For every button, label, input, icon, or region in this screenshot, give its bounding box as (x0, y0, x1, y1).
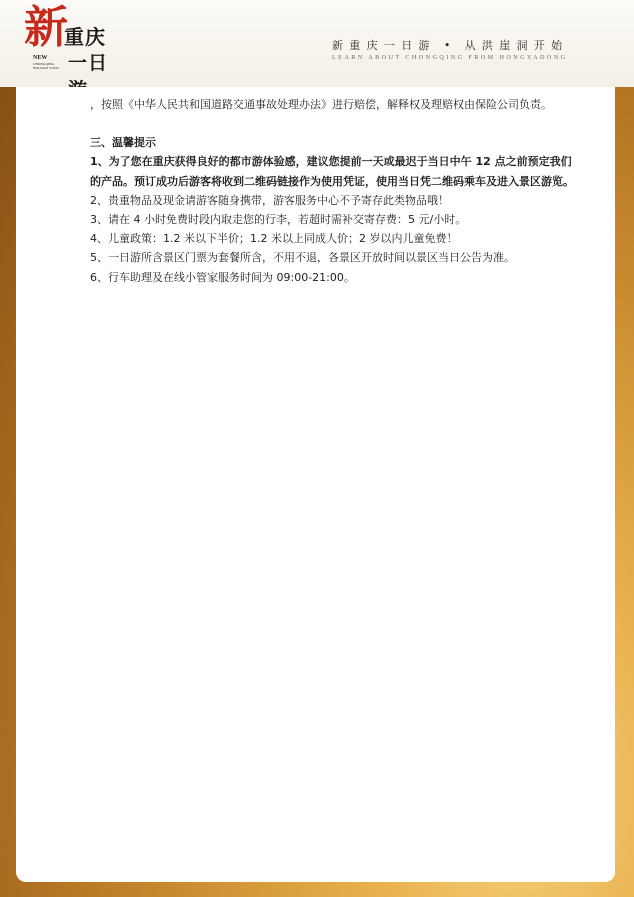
tip-1-line-2: 的产品。预订成功后游客将收到二维码链接作为使用凭证，使用当日凭二维码乘车及进入景区游览。 (90, 174, 574, 188)
logo-char-yiriyou: 一日 (68, 52, 109, 74)
tip-item: 2、贵重物品及现金请游客随身携带，游客服务中心不予寄存此类物品哦！ (90, 193, 449, 207)
header-slogan-english: LEARN ABOUT CHONGQING FROM HONGYADONG (332, 54, 568, 61)
logo-char-xin: 新 (24, 2, 68, 53)
header-slogan (332, 37, 568, 53)
paragraph-gap (90, 114, 600, 133)
slogan-dot: • (443, 39, 457, 52)
content-sheet (16, 87, 615, 882)
slogan-left: 新重庆一日游 (332, 39, 436, 52)
tip-item: 4、儿童政策：1.2 米以下半价；1.2 米以上同成人价；2 岁以内儿童免费！ (90, 232, 458, 246)
tip-item: 5、一日游所含景区门票为套餐所含，不用不退，各景区开放时间以景区当日公告为准。 (90, 251, 515, 265)
tip-1-line-1: 1、为了您在重庆获得良好的都市游体验感，建议您提前一天或最迟于当日中午 12 点之前预定我们 (90, 155, 572, 169)
logo-char-chongqing: 重庆 (64, 25, 106, 49)
section-title: 三、温馨提示 (90, 136, 156, 150)
logo-new-text: NEW (33, 55, 48, 61)
page-header (0, 0, 634, 87)
brand-logo (24, 2, 124, 80)
slogan-right: 从洪崖洞开始 (464, 39, 569, 52)
tip-item: 3、请在 4 小时免费时段内取走您的行李，若超时需补交寄存费：5 元/小时。 (90, 213, 467, 227)
logo-sub-text: CHONGQING HOLIDAY TOUR (33, 62, 59, 70)
tip-item: 6、行车助理及在线小管家服务时间为 09:00-21:00。 (90, 270, 355, 284)
document-body (90, 95, 600, 287)
intro-text: ，按照《中华人民共和国道路交通事故处理办法》进行赔偿，解释权及理赔权由保险公司负责。 (90, 98, 552, 111)
